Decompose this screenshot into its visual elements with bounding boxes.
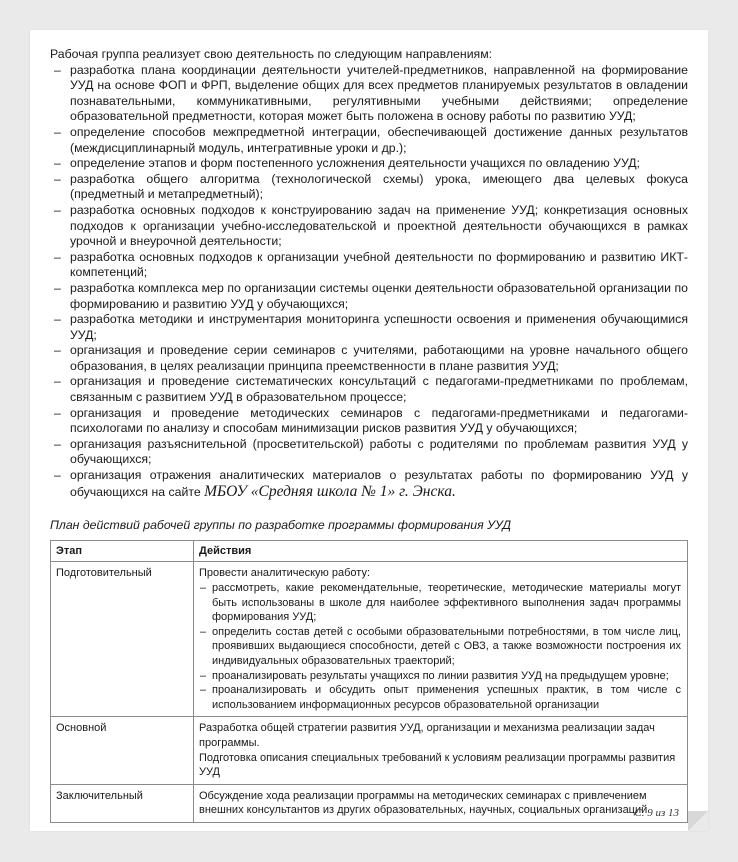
stage-cell: Основной (51, 717, 194, 784)
list-item: – разработка комплекса мер по организации системы оценки деятельности образовательной организации по формированию и развитию УУД у обучающихся; (50, 281, 688, 312)
list-item: – определение способов межпредметной интеграции, обеспечивающей достижение данных результатов (междисциплинарный модуль, интегративные уроки и др.); (50, 125, 688, 156)
stage-cell: Заключительный (51, 784, 194, 822)
actions-cell (194, 717, 688, 784)
list-item-last (50, 468, 688, 500)
page-number: С. 9 из 13 (634, 807, 679, 819)
table-header-row (51, 540, 688, 562)
school-name: МБОУ «Средняя школа № 1» г. Энска. (204, 482, 456, 500)
page-content (50, 47, 688, 823)
intro-paragraph: Рабочая группа реализует свою деятельность по следующим направлениям: (50, 47, 493, 61)
list-item: – проанализировать и обсудить опыт применения успешных практик, в том числе с использованием информационных ресурсов образовательной организации (199, 683, 681, 712)
list-item: – разработка методики и инструментария мониторинга успешности освоения и применения обучающимися УУД; (50, 312, 688, 343)
table-row (51, 562, 688, 717)
document-page (30, 30, 708, 831)
list-item: – разработка основных подходов к конструированию задач на применение УУД; конкретизация основных подходов к организации учебно-исследовательской и проектной деятельности обучающихся в рамках урочной и внеурочной деятельности; (50, 203, 688, 250)
table-row (51, 784, 688, 822)
actions-cell (194, 784, 688, 822)
actions-cell (194, 562, 688, 717)
list-item: – определение этапов и форм постепенного усложнения деятельности учащихся по овладению УУД; (50, 156, 688, 172)
list-item: – организация и проведение методических семинаров с педагогами-предметниками и педагогами-психологами по анализу и способам минимизации рисков развития УУД у обучающихся; (50, 406, 688, 437)
header-stage: Этап (51, 540, 194, 562)
list-item: – разработка основных подходов к организации учебной деятельности по формированию и развитию ИКТ-компетенций; (50, 250, 688, 281)
directions-list (50, 63, 688, 501)
list-item: – проанализировать результаты учащихся по линии развития УУД на предыдущем уровне; (199, 669, 681, 684)
list-item: – организация и проведение систематических консультаций с педагогами-предметниками по проблемам, связанным с развитием УУД в образовательном процессе; (50, 374, 688, 405)
actions-line: Обсуждение хода реализации программы на методических семинарах с привлечением внешних консультантов из других образовательных, научных, социальных организаций (199, 789, 648, 817)
list-item: – определить состав детей с особыми образовательными потребностями, в том числе лиц, проявивших выдающиеся способности, детей с ОВЗ, а также возможности построения их индивидуальных образовательных траекторий; (199, 625, 681, 669)
list-item: – разработка плана координации деятельности учителей-предметников, направленной на формирование УУД на основе ФОП и ФРП, выделение общих для всех предметов планируемых результатов в овладении познавательными, коммуникативными, регулятивными учебными действиями; определение образовательной предметности, которая может быть положена в основу работы по развитию УУД; (50, 63, 688, 125)
list-item: – организация разъяснительной (просветительской) работы с родителями по проблемам развития УУД у обучающихся; (50, 437, 688, 468)
page-corner-fold (688, 811, 708, 831)
plan-table (50, 540, 688, 823)
actions-line: Подготовка описания специальных требований к условиям реализации программы развития УУД (199, 751, 676, 779)
table-row (51, 717, 688, 784)
list-item: – разработка общего алгоритма (технологической схемы) урока, имеющего два целевых фокуса (предметный и метапредметный); (50, 172, 688, 203)
last-direction-text: организация отражения аналитических материалов о результатах работы по формированию УУД у обучающихся на сайте (70, 468, 688, 499)
actions-line: Разработка общей стратегии развития УУД, организации и механизма реализации задач программы. (199, 722, 655, 749)
header-actions: Действия (194, 540, 688, 562)
table-caption: План действий рабочей группы по разработке программы формирования УУД (50, 518, 512, 533)
actions-list (199, 581, 681, 712)
list-item: – рассмотреть, какие рекомендательные, теоретические, методические материалы могут быть использованы в школе для наиболее эффективного выполнения задач программы формирования УУД; (199, 581, 681, 625)
list-item: – организация и проведение серии семинаров с учителями, работающими на уровне начального общего образования, в целях реализации принципа преемственности в плане развития УУД; (50, 343, 688, 374)
stage-cell: Подготовительный (51, 562, 194, 717)
actions-lead: Провести аналитическую работу: (199, 567, 370, 580)
